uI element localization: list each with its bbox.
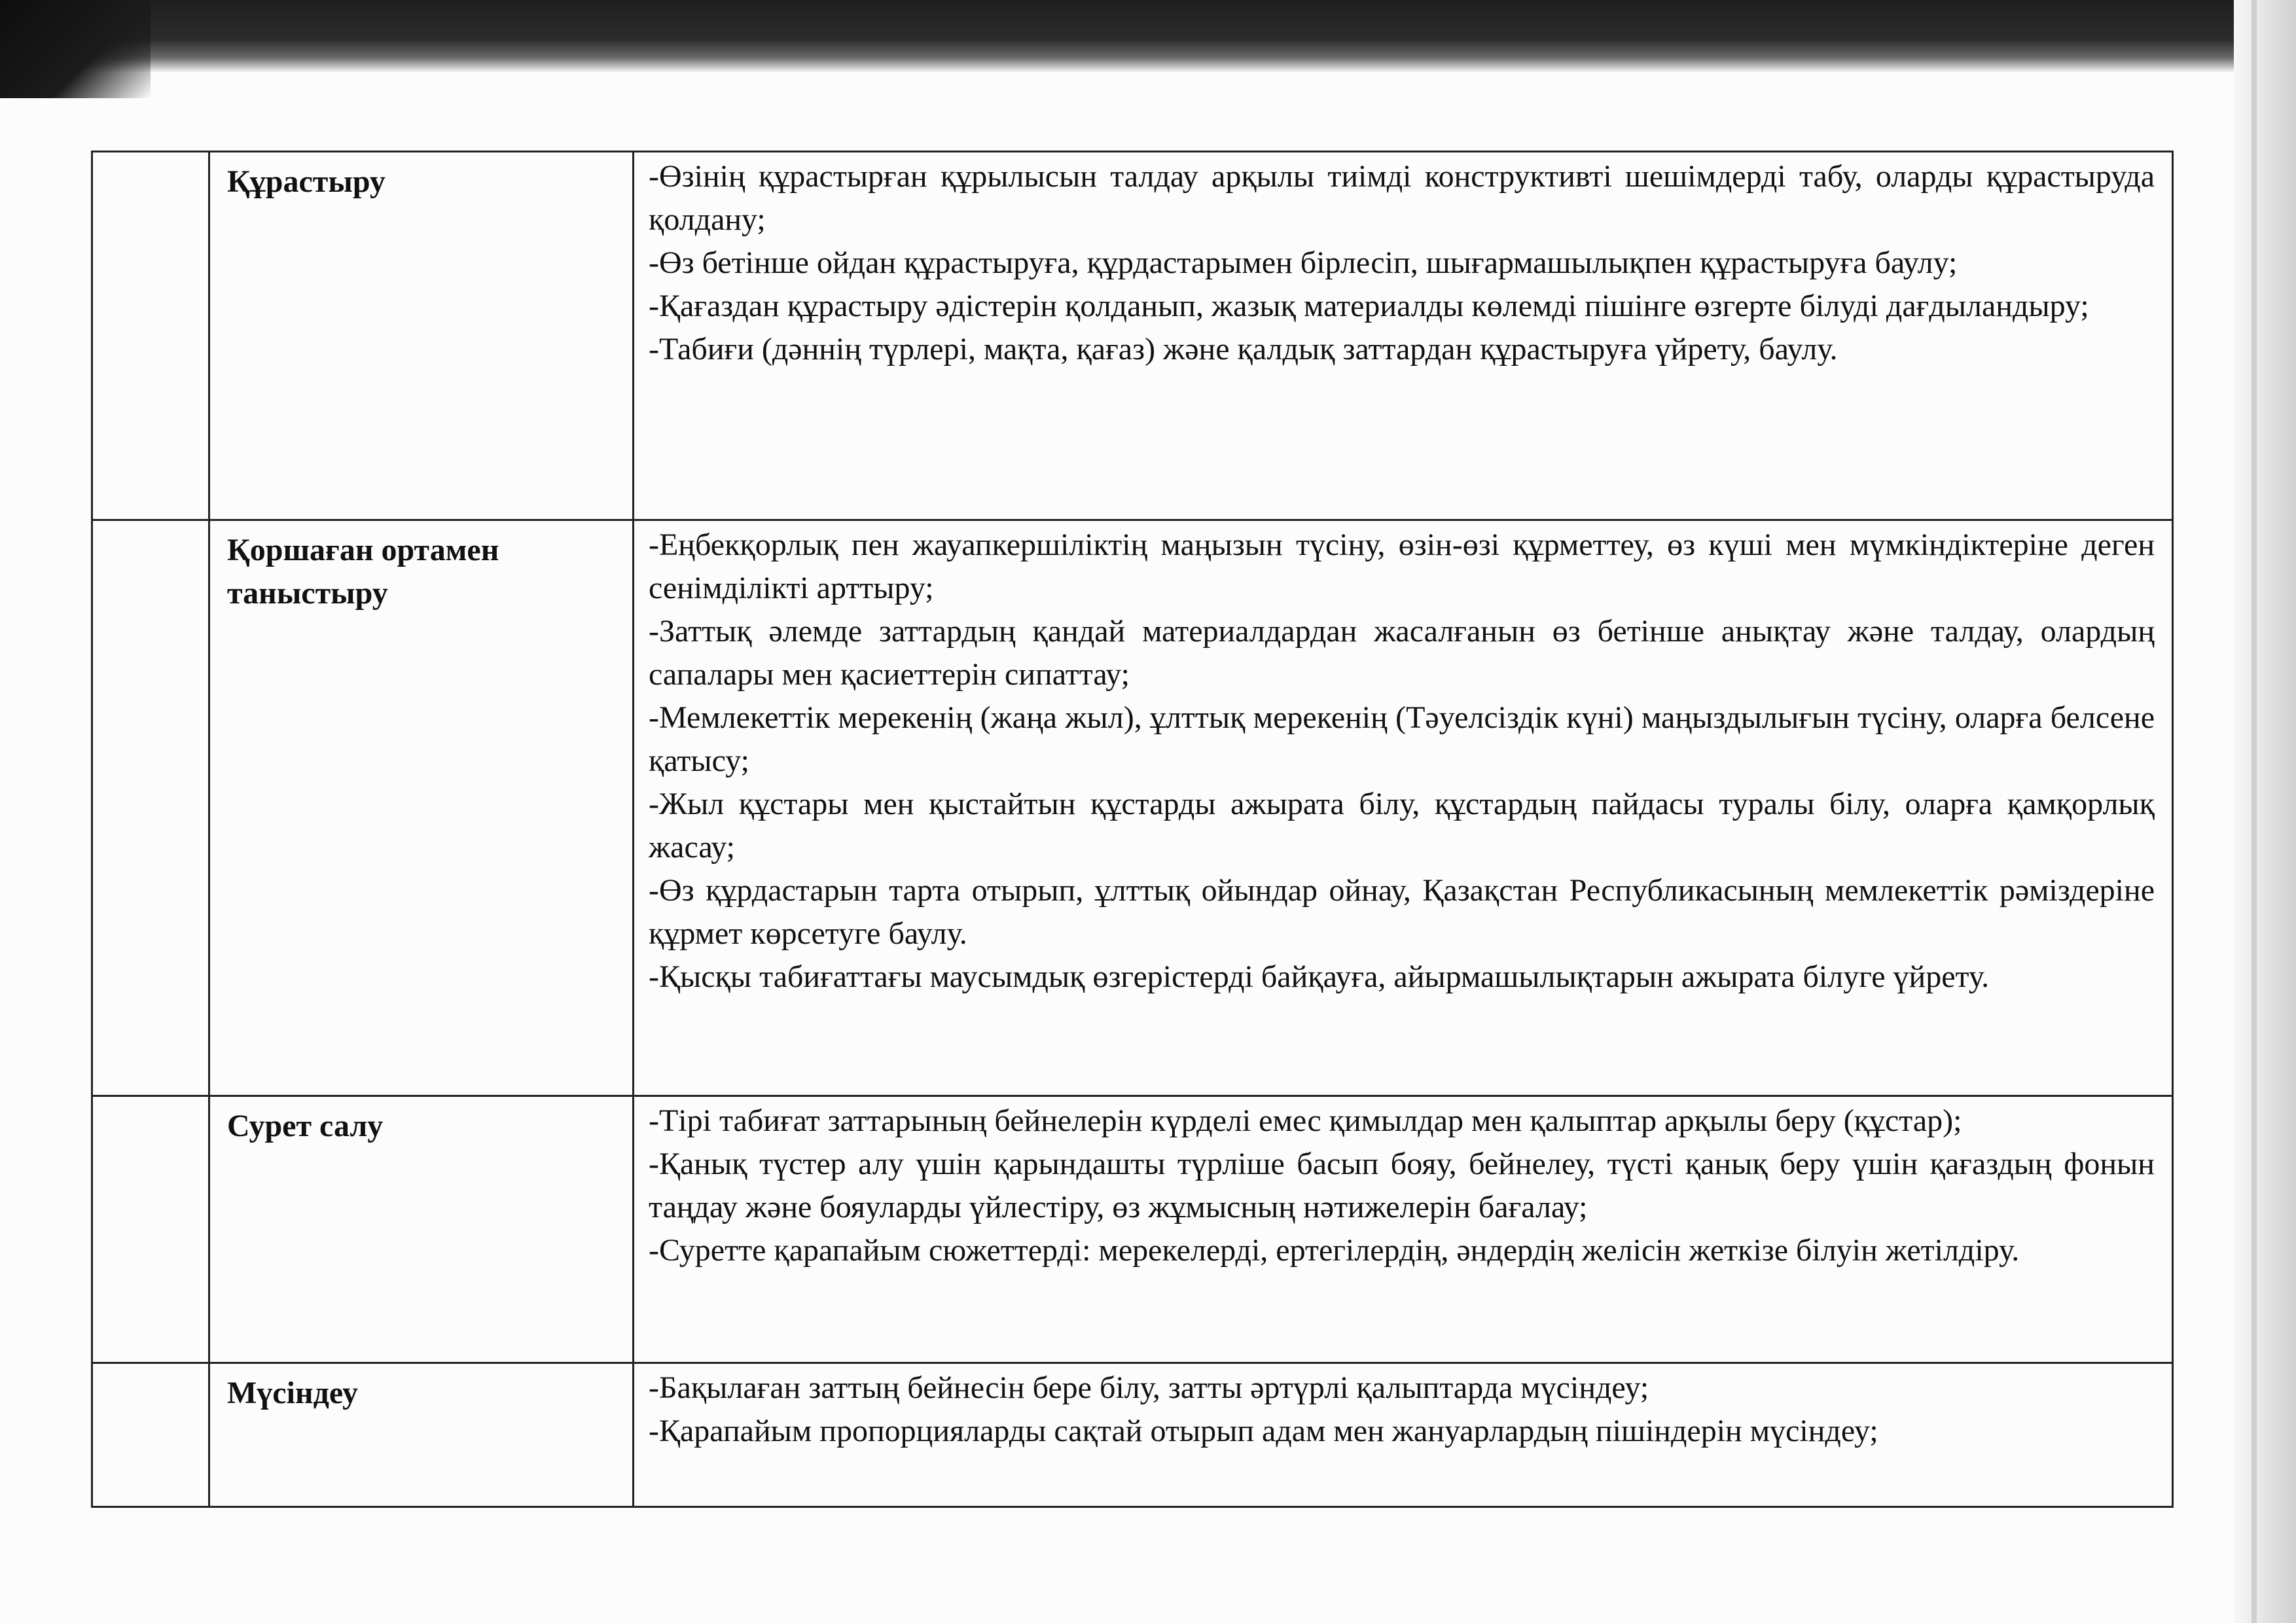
content-cell xyxy=(634,1096,2173,1363)
scan-shadow-top xyxy=(0,0,2296,72)
list-item: -Мемлекеттік мерекенің (жаңа жыл), ұлттық мерекенің (Тәуелсіздік күні) маңыздылығын түсіну, оларға белсене қатысу; xyxy=(649,700,2155,778)
list-item: -Қарапайым пропорцияларды сақтай отырып адам мен жануарлардың пішіндерін мүсіндеу; xyxy=(649,1414,1878,1448)
list-item: -Табиғи (дәннің түрлері, мақта, қағаз) және қалдық заттардан құрастыруға үйрету, баулу. xyxy=(649,332,1838,366)
content-cell xyxy=(634,1363,2173,1507)
subject-label: Сурет салу xyxy=(227,1109,384,1143)
list-item: -Суретте қарапайым сюжеттерді: мерекелерді, ертегілердің, әндердің желісін жеткізе білуін жетілдіру. xyxy=(649,1233,2020,1268)
list-item: -Бақылаған заттың бейнесін бере білу, затты әртүрлі қалыптарда мүсіндеу; xyxy=(649,1370,1649,1405)
page-edge xyxy=(2251,0,2257,1623)
scan-shadow-right xyxy=(2234,0,2296,1623)
subject-label: Құрастыру xyxy=(227,164,386,199)
subject-cell xyxy=(209,1363,634,1507)
list-item: -Заттық әлемде заттардың қандай материалдардан жасалғанын өз бетінше анықтау және талдау, олардың сапалары мен қасиеттерін сипаттау; xyxy=(649,614,2155,692)
list-item: -Қағаздан құрастыру әдістерін қолданып, жазық материалды көлемді пішінге өзгерте білуді дағдыландыру; xyxy=(649,289,2089,323)
scan-shadow-corner xyxy=(0,0,151,98)
empty-cell xyxy=(92,520,209,1096)
table-row xyxy=(92,1096,2173,1363)
curriculum-table xyxy=(91,151,2174,1508)
table-row xyxy=(92,520,2173,1096)
list-item: -Қанық түстер алу үшін қарындашты түрліше басып бояу, бейнелеу, түсті қанық беру үшін қағаздың фонын таңдау және бояуларды үйлестіру, өз жұмысның нәтижелерін бағалау; xyxy=(649,1147,2155,1224)
subject-label: Қоршаған ортамен таныстыру xyxy=(227,533,499,611)
list-item: -Еңбекқорлық пен жауапкершіліктің маңызын түсіну, өзін-өзі құрметтеу, өз күші мен мүмкіндіктеріне деген сенімділікті арттыру; xyxy=(649,527,2155,605)
list-item: -Өз бетінше ойдан құрастыруға, құрдастарымен бірлесіп, шығармашылықпен құрастыруға баулу; xyxy=(649,245,1958,280)
subject-label: Мүсіндеу xyxy=(227,1376,358,1410)
empty-cell xyxy=(92,152,209,520)
list-item: -Жыл құстары мен қыстайтын құстарды ажырата білу, құстардың пайдасы туралы білу, оларға қамқорлық жасау; xyxy=(649,787,2155,865)
list-item: -Өзінің құрастырған құрылысын талдау арқылы тиімді конструктивті шешімдерді табу, оларды құрастыруда қолдану; xyxy=(649,159,2155,237)
subject-cell xyxy=(209,1096,634,1363)
table-row xyxy=(92,152,2173,520)
subject-cell xyxy=(209,152,634,520)
empty-cell xyxy=(92,1363,209,1507)
content-cell xyxy=(634,520,2173,1096)
list-item: -Тірі табиғат заттарының бейнелерін күрделі емес қимылдар мен қалыптар арқылы беру (құстар); xyxy=(649,1103,1962,1138)
list-item: -Қысқы табиғаттағы маусымдық өзгерістерді байқауға, айырмашылықтарын ажырата білуге үйрету. xyxy=(649,959,1990,994)
subject-cell xyxy=(209,520,634,1096)
table-row xyxy=(92,1363,2173,1507)
content-cell xyxy=(634,152,2173,520)
empty-cell xyxy=(92,1096,209,1363)
list-item: -Өз құрдастарын тарта отырып, ұлттық ойындар ойнау, Қазақстан Республикасының мемлекеттік рәміздеріне құрмет көрсетуге баулу. xyxy=(649,873,2155,951)
